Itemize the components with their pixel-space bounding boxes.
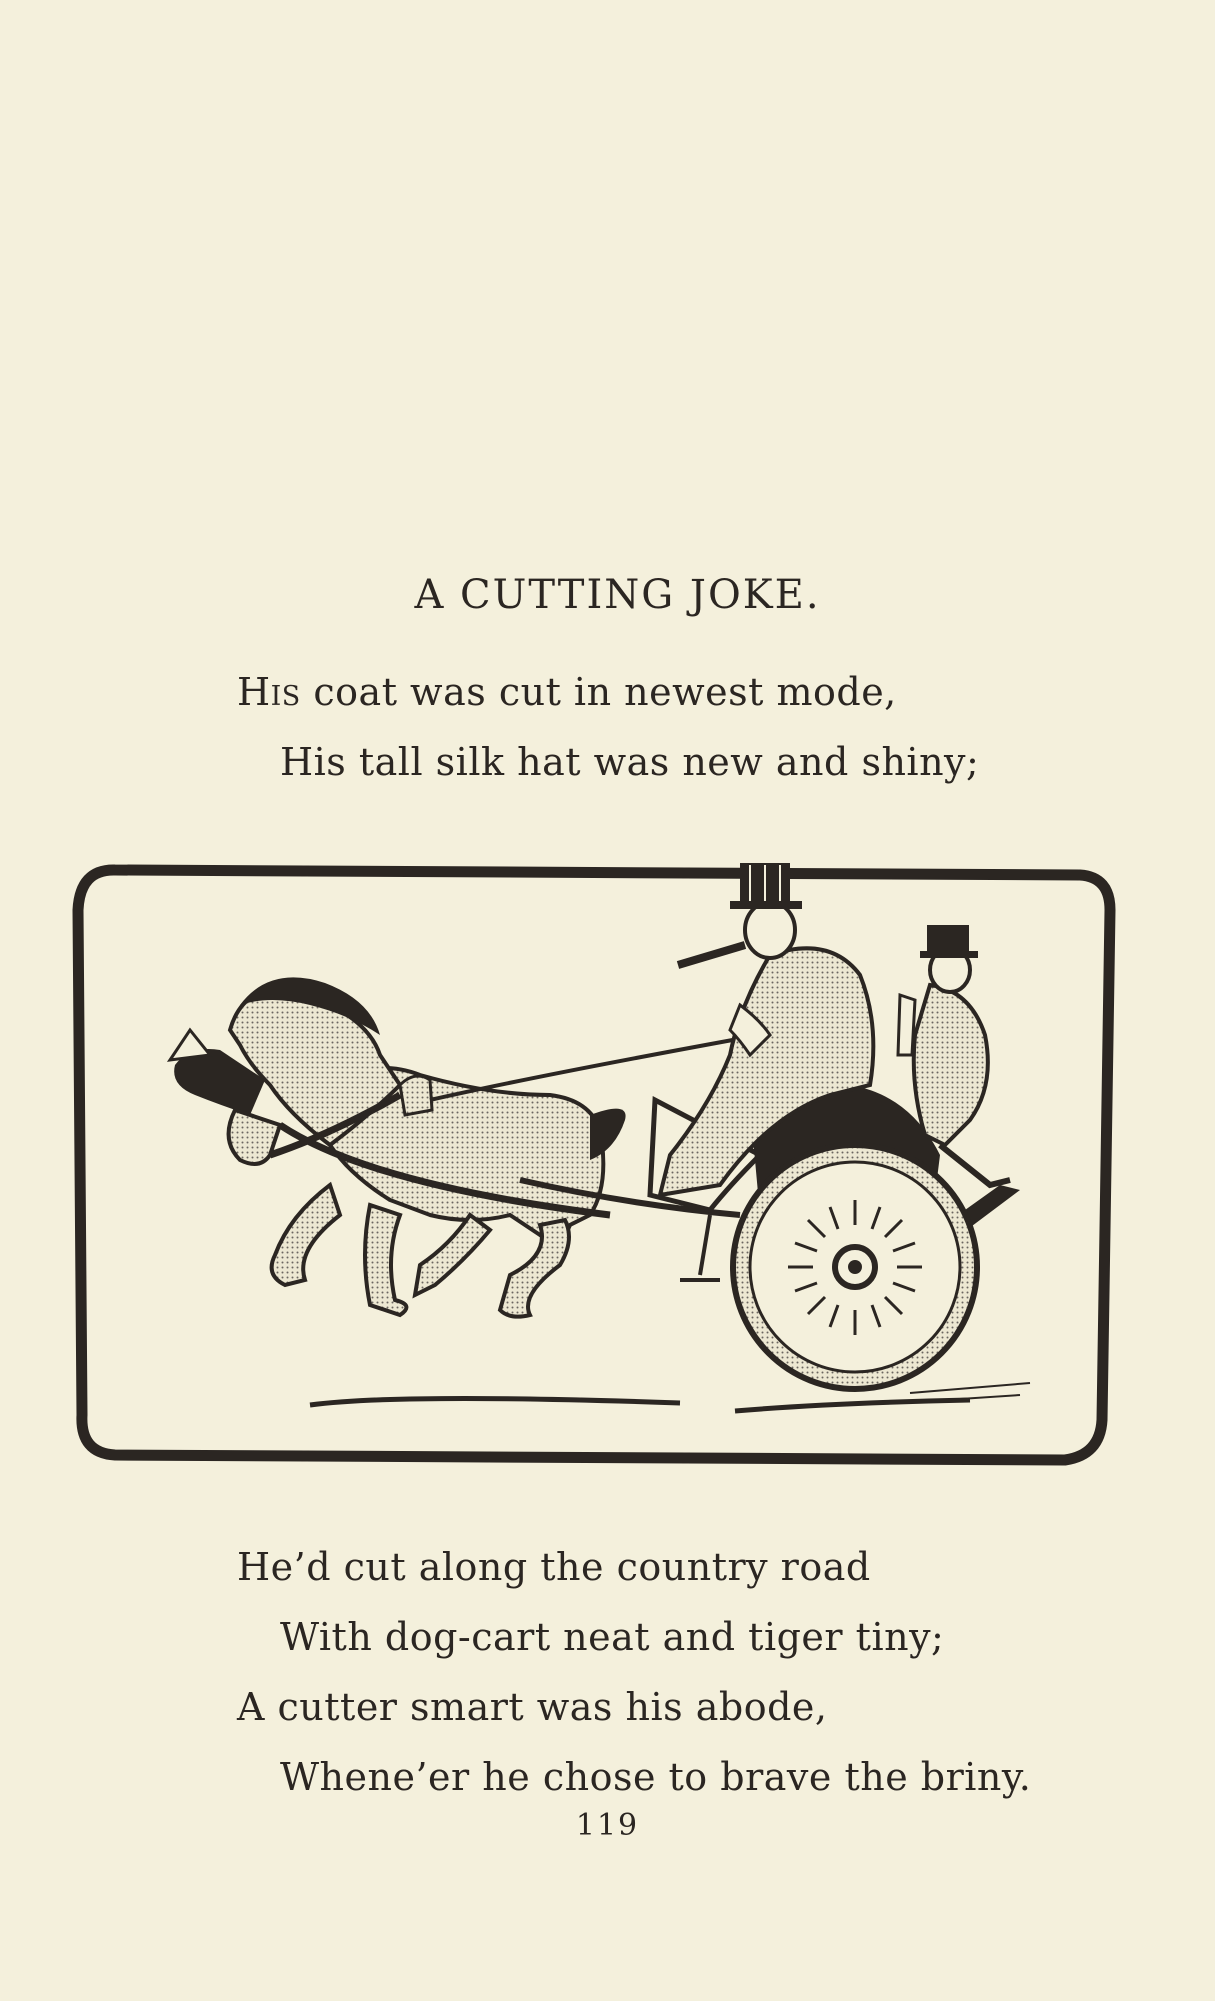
verse-line-3: He’d cut along the country road bbox=[237, 1545, 871, 1589]
horse-and-cart-illustration bbox=[70, 855, 1120, 1480]
page-number: 119 bbox=[575, 1808, 640, 1843]
verse-line-1-first-word: His bbox=[237, 670, 301, 714]
poem-title: A CUTTING JOKE. bbox=[414, 572, 821, 618]
verse-line-4: With dog-cart neat and tiger tiny; bbox=[280, 1615, 945, 1659]
verse-line-2: His tall silk hat was new and shiny; bbox=[280, 740, 980, 784]
verse-line-5: A cutter smart was his abode, bbox=[237, 1685, 828, 1729]
verse-line-1 bbox=[237, 670, 897, 714]
verse-line-1-rest: coat was cut in newest mode, bbox=[300, 670, 897, 714]
verse-line-6: Whene’er he chose to brave the briny. bbox=[280, 1755, 1032, 1799]
